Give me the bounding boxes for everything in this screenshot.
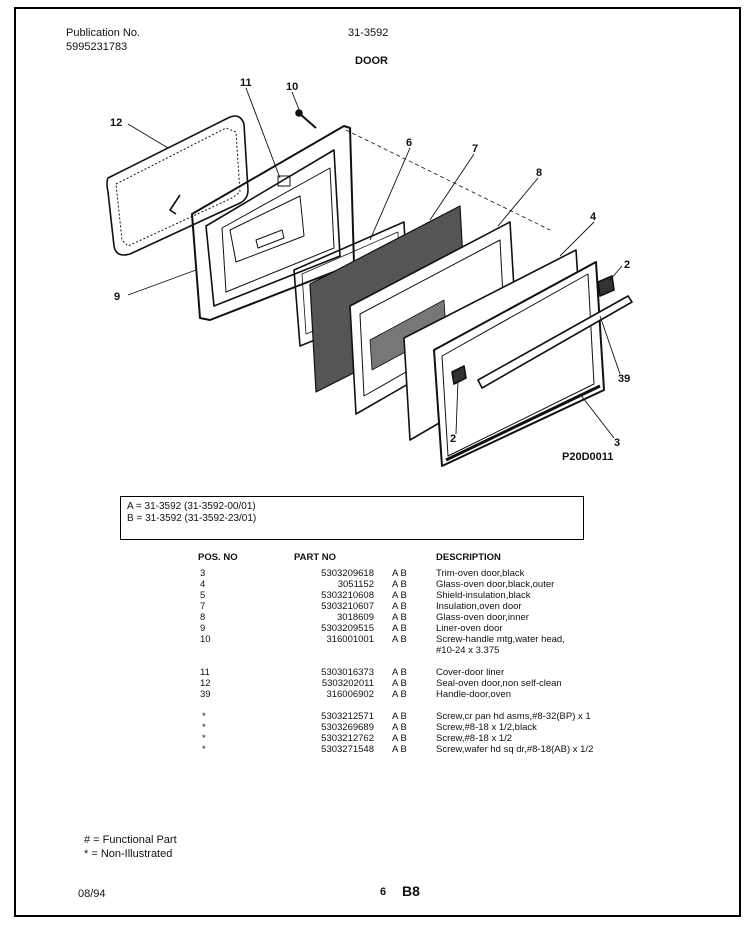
pos-cell: * (202, 744, 206, 755)
description-cell: Liner-oven door (436, 623, 503, 634)
pos-cell: * (202, 733, 206, 744)
model-codes-cell: A B (392, 634, 407, 645)
callout-11: 11 (240, 77, 252, 89)
description-cell: Cover-door liner (436, 667, 505, 678)
part-number-cell: 5303271548 (321, 744, 374, 755)
part-number-cell: 5303212762 (321, 733, 374, 744)
description-cell: Insulation,oven door (436, 601, 522, 612)
callout-4: 4 (590, 211, 597, 223)
pos-cell: 7 (200, 601, 206, 612)
callout-39: 39 (618, 373, 631, 385)
model-codes-cell: A B (392, 623, 407, 634)
description-cell: Glass-oven door,inner (436, 612, 529, 623)
table-row (198, 678, 656, 689)
model-codes-cell: A B (392, 601, 407, 612)
table-row (198, 601, 656, 612)
pos-cell: 3 (200, 568, 206, 579)
model-codes-cell: A B (392, 733, 407, 744)
model-codes-cell: A B (392, 711, 407, 722)
pos-cell: 8 (200, 612, 206, 623)
table-row (198, 733, 656, 744)
callout-12: 12 (110, 117, 123, 129)
callout-6: 6 (406, 137, 413, 149)
pos-cell: 12 (200, 678, 211, 689)
table-row (198, 689, 656, 700)
legend-line-b: B = 31-3592 (31-3592-23/01) (127, 513, 257, 524)
pos-cell: 4 (200, 579, 206, 590)
part-number-cell: 5303210607 (321, 601, 374, 612)
model-legend-box (120, 496, 584, 540)
section-title: DOOR (355, 55, 388, 67)
pos-cell: * (202, 711, 206, 722)
model-codes-cell: A B (392, 744, 407, 755)
part-number-cell: 3018609 (337, 612, 374, 623)
callout-8: 8 (536, 167, 543, 179)
description-cell: Screw,cr pan hd asms,#8-32(BP) x 1 (436, 711, 591, 722)
description-cell: Screw,#8-18 x 1/2,black (436, 722, 537, 733)
part-number-cell (294, 645, 374, 656)
description-cell: Glass-oven door,black,outer (436, 579, 555, 590)
part-number-cell: 5303269689 (321, 722, 374, 733)
publication-number: 5995231783 (66, 41, 128, 53)
pos-cell: 11 (200, 667, 210, 678)
non-illustrated-note: * = Non-Illustrated (84, 848, 173, 860)
model-codes-cell: A B (392, 722, 407, 733)
table-row (198, 568, 656, 579)
footer-date: 08/94 (78, 888, 106, 900)
pos-cell: 10 (200, 634, 211, 645)
callout-2-bracket: 2 (624, 259, 631, 271)
pos-cell: 39 (200, 689, 211, 700)
pos-cell (198, 645, 294, 656)
part-number-cell: 5303209618 (321, 568, 374, 579)
table-row (198, 579, 656, 590)
description-cell: Screw,wafer hd sq dr,#8-18(AB) x 1/2 (436, 744, 594, 755)
part-number-cell: 5303212571 (321, 711, 374, 722)
pos-cell: 9 (200, 623, 206, 634)
table-row (198, 667, 656, 678)
header-pos-no: POS. NO (198, 552, 238, 563)
callout-7: 7 (472, 143, 479, 155)
table-row (198, 744, 656, 755)
model-codes-cell: A B (392, 612, 407, 623)
footer-page-number: 6 (380, 886, 387, 898)
table-row (198, 722, 656, 733)
part-number-cell: 316001001 (326, 634, 374, 645)
row-spacer (198, 656, 656, 667)
table-row (198, 590, 656, 601)
pos-cell: * (202, 722, 206, 733)
model-codes-cell: A B (392, 689, 407, 700)
model-codes-cell: A B (392, 568, 407, 579)
part-number-cell: 316006902 (326, 689, 374, 700)
functional-part-note: # = Functional Part (84, 834, 177, 846)
row-spacer (198, 700, 656, 711)
part-number-cell: 5303210608 (321, 590, 374, 601)
description-cell: Trim-oven door,black (436, 568, 525, 579)
callout-2-lower: 2 (450, 433, 457, 445)
table-row (198, 612, 656, 623)
table-row (198, 634, 656, 645)
part-number-cell: 5303209515 (321, 623, 374, 634)
part-number-cell: 5303016373 (321, 667, 374, 678)
model-codes-cell: A B (392, 590, 407, 601)
publication-label: Publication No. (66, 27, 140, 39)
header-part-no: PART NO (294, 552, 337, 563)
table-row (198, 711, 656, 722)
callout-9: 9 (114, 291, 121, 303)
figure-code: P20D0011 (562, 451, 614, 463)
part-number-cell: 3051152 (337, 579, 374, 590)
model-codes-cell: A B (392, 678, 407, 689)
model-codes-cell (374, 645, 436, 656)
header-codes (374, 552, 436, 568)
pos-cell: 5 (200, 590, 206, 601)
description-cell: Handle-door,oven (436, 689, 511, 700)
parts-table (198, 552, 656, 755)
door-seal-shape (107, 116, 248, 255)
description-cell: Shield-insulation,black (436, 590, 531, 601)
description-cell: #10-24 x 3.375 (436, 645, 500, 656)
table-row (198, 623, 656, 634)
model-codes-cell: A B (392, 667, 407, 678)
parts-table-header (198, 552, 656, 568)
legend-line-a: A = 31-3592 (31-3592-00/01) (127, 501, 256, 512)
model-number: 31-3592 (348, 27, 389, 39)
callout-10: 10 (286, 81, 299, 93)
callout-3: 3 (614, 437, 621, 449)
description-cell: Screw,#8-18 x 1/2 (436, 733, 513, 744)
footer-code: B8 (402, 883, 420, 899)
table-row (198, 645, 656, 656)
header-description: DESCRIPTION (436, 552, 501, 563)
model-codes-cell: A B (392, 579, 407, 590)
description-cell: Screw-handle mtg,water head, (436, 634, 565, 645)
description-cell: Seal-oven door,non self-clean (436, 678, 562, 689)
part-number-cell: 5303202011 (321, 678, 374, 689)
